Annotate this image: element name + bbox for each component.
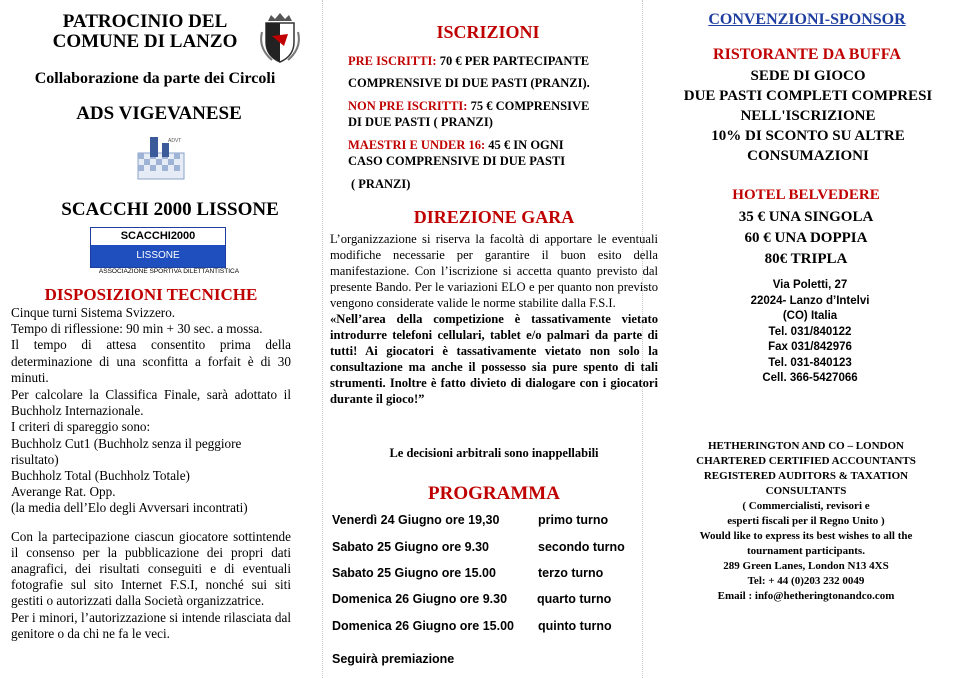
masters-price: 45 € IN OGNI xyxy=(488,138,564,152)
privacy-paragraph: Con la partecipazione ciascun giocatore sottintende il consenso per la pubblicazione dei propri dati anagrafici, dei risultati conseguiti e di eventuali fotografie sul sito Internet F.S.I, nonché sui siti gestiti o autorizzati dalla Società organizzatrice. xyxy=(11,528,291,609)
rule-line: Buchholz Total (Buchholz Totale) xyxy=(11,468,190,484)
patronage-title xyxy=(40,12,250,52)
sponsor-line: REGISTERED AUDITORS & TAXATION xyxy=(703,470,909,482)
not-pre-registered-label: NON PRE ISCRITTI: xyxy=(348,99,468,113)
technical-rules-body xyxy=(11,305,291,642)
logo-bottom-text: ASSOCIAZIONE SPORTIVA DILETTANTISTICA xyxy=(98,268,240,275)
sponsor-line: Would like to express its best wishes to all the xyxy=(699,530,913,542)
direction-body xyxy=(330,231,658,407)
registrations-body xyxy=(348,53,644,192)
program-turn: terzo turno xyxy=(538,566,604,580)
club-lissone: SCACCHI 2000 LISSONE xyxy=(61,199,279,220)
sponsor-line: HETHERINGTON AND CO – LONDON xyxy=(708,440,904,452)
svg-text:ADVT: ADVT xyxy=(168,138,182,144)
sponsor-line: 289 Green Lanes, London N13 4XS xyxy=(723,560,889,572)
address-line: Tel. 031/840122 xyxy=(768,325,852,338)
hotel-title: HOTEL BELVEDERE xyxy=(732,187,880,203)
program-turn: primo turno xyxy=(538,513,609,527)
program-day: Sabato 25 Giugno ore 15.00 xyxy=(332,566,496,580)
rule-line: Per calcolare la Classifica Finale, sarà adottato il Buchholz Internazionale. xyxy=(11,387,291,419)
sponsor-line: esperti fiscali per il Regno Unito ) xyxy=(727,515,885,527)
pre-registered-note: COMPRENSIVE DI DUE PASTI (PRANZI). xyxy=(348,76,590,90)
not-pre-registered-note: DI DUE PASTI ( PRANZI) xyxy=(348,115,493,129)
hotel-price-line: 80€ TRIPLA xyxy=(764,251,848,267)
program-day: Venerdì 24 Giugno ore 19,30 xyxy=(332,513,500,527)
rule-line: (la media dell’Elo degli Avversari incontrati) xyxy=(11,500,248,516)
restaurant-line: CONSUMAZIONI xyxy=(747,148,869,164)
address-line: Fax 031/842976 xyxy=(768,341,852,353)
direction-title: DIREZIONE GARA xyxy=(413,207,575,227)
sponsor-line: CHARTERED CERTIFIED ACCOUNTANTS xyxy=(696,455,916,467)
address-line: Cell. 366-5427066 xyxy=(762,372,858,384)
program-day: Sabato 25 Giugno ore 9.30 xyxy=(332,540,489,554)
restaurant-line: NELL'ISCRIZIONE xyxy=(740,108,876,124)
logo-mid-text: LISSONE xyxy=(91,245,225,267)
address-line: Via Poletti, 27 xyxy=(772,279,848,291)
devices-ban-paragraph: «Nell’area della competizione è tassativamente vietato introdurre telefoni cellulari, tablet e/o palmari da parte di tutti! Ai giocatori è tassativamente vietato non solo la consultazione ma anche il possesso sia pure spento di tali strumenti. Inoltre è fatto divieto di dialogare con i giocatori durante il gioco!” xyxy=(330,312,658,406)
middle-column xyxy=(318,0,668,678)
pre-registered-label: PRE ISCRITTI: xyxy=(348,54,437,68)
hotel-price-line: 60 € UNA DOPPIA xyxy=(744,230,868,246)
restaurant-line: DUE PASTI COMPLETI COMPRESI xyxy=(683,88,933,104)
program-turn: secondo turno xyxy=(538,540,625,554)
address-line: Tel. 031-840123 xyxy=(768,356,852,369)
program-turn: quarto turno xyxy=(537,592,612,606)
sponsor-line: CONSULTANTS xyxy=(765,485,847,497)
address-line: 22024- Lanzo d’Intelvi xyxy=(750,294,870,307)
rule-line: Buchholz Cut1 (Buchholz senza il peggiore risultato) xyxy=(11,435,242,467)
rule-line: Cinque turni Sistema Svizzero. xyxy=(11,305,176,320)
sponsor-hetherington xyxy=(668,439,944,604)
sponsor-line: Tel: + 44 (0)203 232 0049 xyxy=(747,575,865,587)
hotel-prices xyxy=(668,207,944,270)
collaboration-line: Collaborazione da parte dei Circoli xyxy=(34,70,276,87)
masters-note: CASO COMPRENSIVE DI DUE PASTI xyxy=(348,154,566,168)
hotel-price-line: 35 € UNA SINGOLA xyxy=(738,209,874,225)
program-title: PROGRAMMA xyxy=(428,483,560,504)
hotel-address xyxy=(668,278,952,387)
lanzo-coat-of-arms-icon xyxy=(258,12,302,64)
club-vigevanese: ADS VIGEVANESE xyxy=(76,103,242,124)
sponsor-line: tournament participants. xyxy=(747,545,865,557)
pre-registered-price: 70 € PER PARTECIPANTE xyxy=(439,54,590,68)
rule-line: Il tempo di attesa consentito prima della determinazione di una sconfitta a forfait è di 30 minuti. xyxy=(11,337,291,385)
rule-line: Tempo di riflessione: 90 min + 30 sec. a mossa. xyxy=(11,321,263,337)
left-column xyxy=(0,0,318,678)
logo-top-text: SCACCHI2000 xyxy=(91,228,225,245)
masters-label: MAESTRI E UNDER 16: xyxy=(348,138,486,152)
registrations-title: ISCRIZIONI xyxy=(436,22,540,42)
program-turn: quinto turno xyxy=(538,619,612,633)
arbitral-decisions: Le decisioni arbitrali sono inappellabili xyxy=(389,446,599,460)
rule-line: I criteri di spareggio sono: xyxy=(11,419,151,435)
restaurant-line: SEDE DI GIOCO xyxy=(750,68,866,84)
address-line: (CO) Italia xyxy=(782,310,838,322)
right-column xyxy=(668,0,960,678)
program-day: Domenica 26 Giugno ore 9.30 xyxy=(332,592,508,606)
restaurant-details xyxy=(668,66,948,166)
sponsors-title: CONVENZIONI-SPONSOR xyxy=(708,11,906,28)
direction-paragraph: L’organizzazione si riserva la facoltà di apportare le eventuali modifiche necessarie per garantire il buon esito della manifestazione. Con l’iscrizione si accetta quanto previsto dal presente Bando. Per le variazioni ELO e per quanto non previsto vengono considerate valide le norme stabilite dalla F.S.I. xyxy=(330,232,658,310)
patronage-line-2: COMUNE DI LANZO xyxy=(52,31,238,52)
rule-line: Averange Rat. Opp. xyxy=(11,484,116,500)
scacchi2000-logo xyxy=(90,227,226,268)
not-pre-registered-price: 75 € COMPRENSIVE xyxy=(470,99,590,113)
technical-rules-title: DISPOSIZIONI TECNICHE xyxy=(44,285,258,304)
masters-note-meals: ( PRANZI) xyxy=(351,177,411,191)
program-day: Domenica 26 Giugno ore 15.00 xyxy=(332,619,515,633)
sponsor-line: Email : info@hetheringtonandco.com xyxy=(717,590,895,602)
award-ceremony-text: Seguirà premiazione xyxy=(332,652,455,666)
vigevanese-chess-logo-icon xyxy=(136,133,186,181)
restaurant-title: RISTORANTE DA BUFFA xyxy=(713,46,901,63)
sponsor-line: ( Commercialisti, revisori e xyxy=(742,500,870,512)
minors-paragraph: Per i minori, l’autorizzazione si intende rilasciata dal genitore o da chi ne fa le veci. xyxy=(11,609,291,641)
restaurant-line: 10% DI SCONTO SU ALTRE xyxy=(711,128,905,144)
patronage-line-1: PATROCINIO DEL xyxy=(62,11,228,32)
